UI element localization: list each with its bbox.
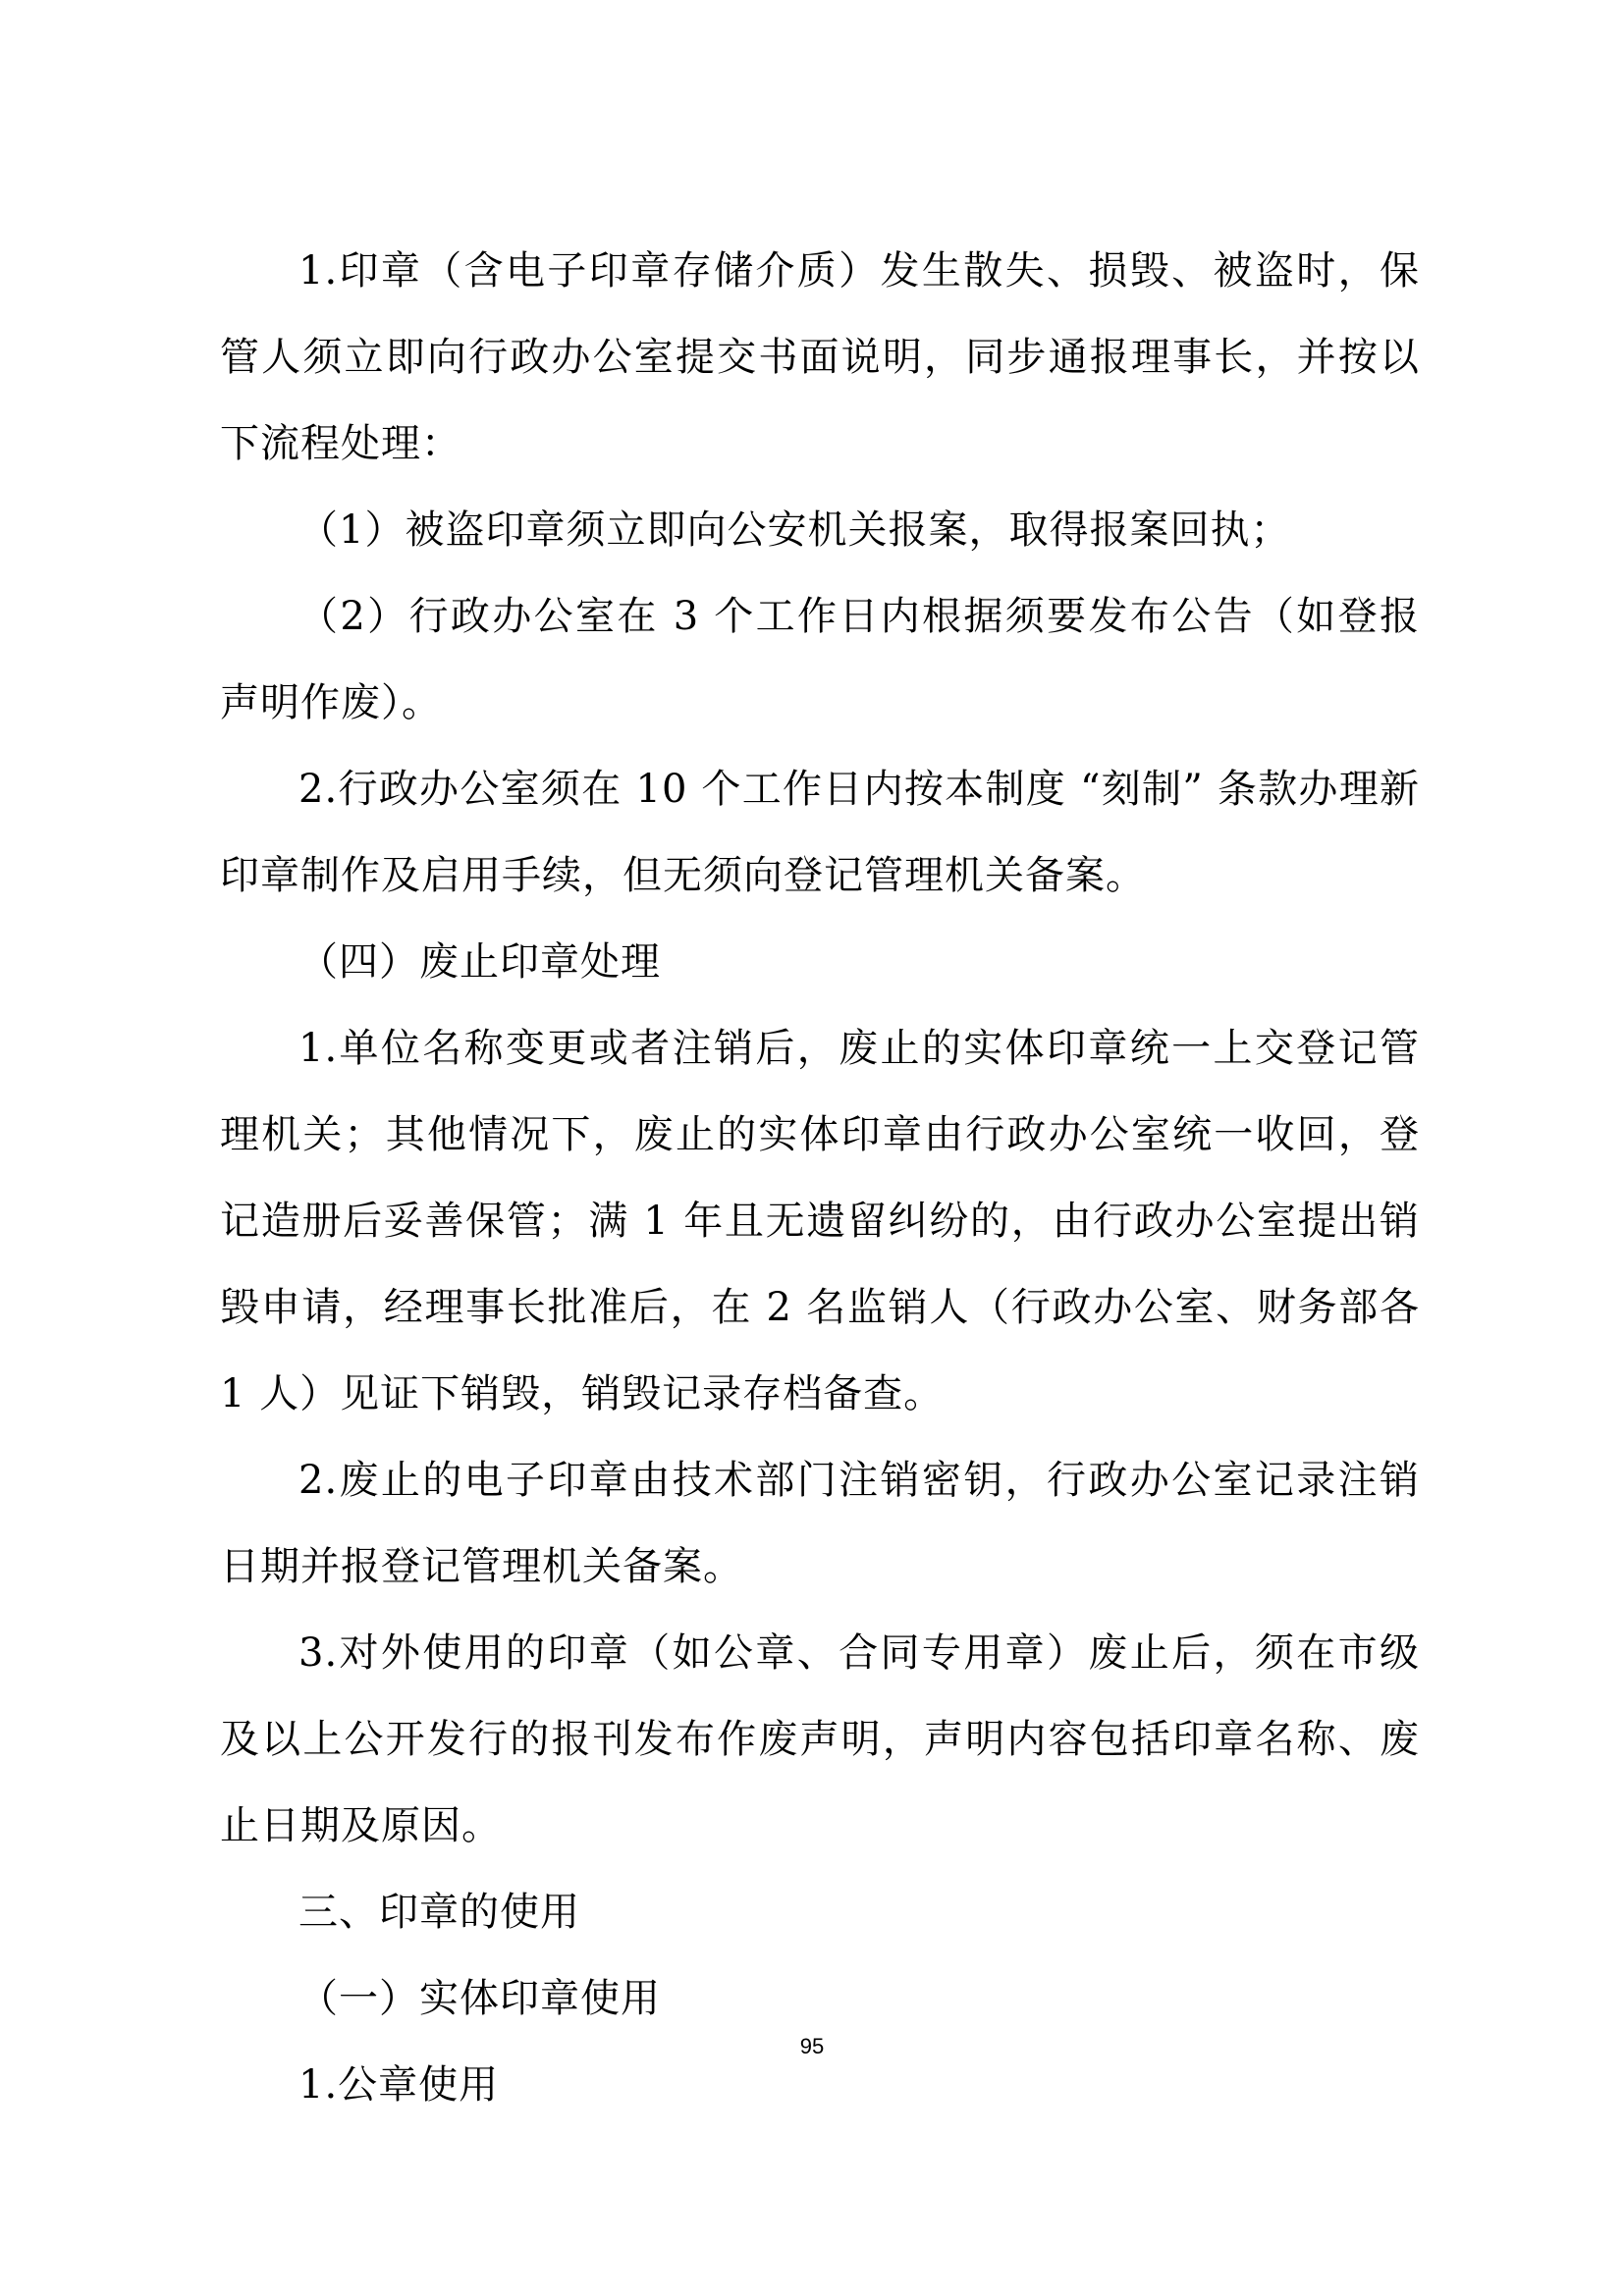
paragraph-abolish-physical: 1.单位名称变更或者注销后，废止的实体印章统一上交登记管理机关；其他情况下，废止的实体印章由行政办公室统一收回，登记造册后妥善保管；满 1 年且无遗留纠纷的，由行政办公室提出销毁申请，经理事长批准后，在 2 名监销人（行政办公室、财务部各 1 人）见证下销毁，销毁记录存档备查。 [220, 1026, 1420, 1416]
paragraph-announcement: （2）行政办公室在 3 个工作日内根据须要发布公告（如登报声明作废）。 [220, 594, 1420, 725]
section-heading-abolish: （四）废止印章处理 [298, 939, 661, 985]
paragraph-abolish-notice: 3.对外使用的印章（如公章、合同专用章）废止后，须在市级及以上公开发行的报刊发布作废声明，声明内容包括印章名称、废止日期及原因。 [220, 1630, 1420, 1848]
section-heading-physical-usage: （一）实体印章使用 [298, 1976, 661, 2021]
subsection-heading-official-seal: 1.公章使用 [298, 2062, 500, 2108]
paragraph-abolish-electronic: 2.废止的电子印章由技术部门注销密钥，行政办公室记录注销日期并报登记管理机关备案。 [220, 1458, 1420, 1589]
paragraph-loss-handling: 1.印章（含电子印章存储介质）发生散失、损毁、被盗时，保管人须立即向行政办公室提交书面说明，同步通报理事长，并按以下流程处理： [220, 248, 1420, 466]
paragraph-theft-report: （1）被盗印章须立即向公安机关报案，取得报案回执； [298, 507, 1291, 553]
chapter-heading-usage: 三、印章的使用 [298, 1890, 580, 1935]
document-body [220, 228, 1420, 2128]
paragraph-new-seal: 2.行政办公室须在 10 个工作日内按本制度 “刻制” 条款办理新印章制作及启用手续，但无须向登记管理机关备案。 [220, 767, 1420, 898]
page-number: 95 [799, 2034, 825, 2058]
